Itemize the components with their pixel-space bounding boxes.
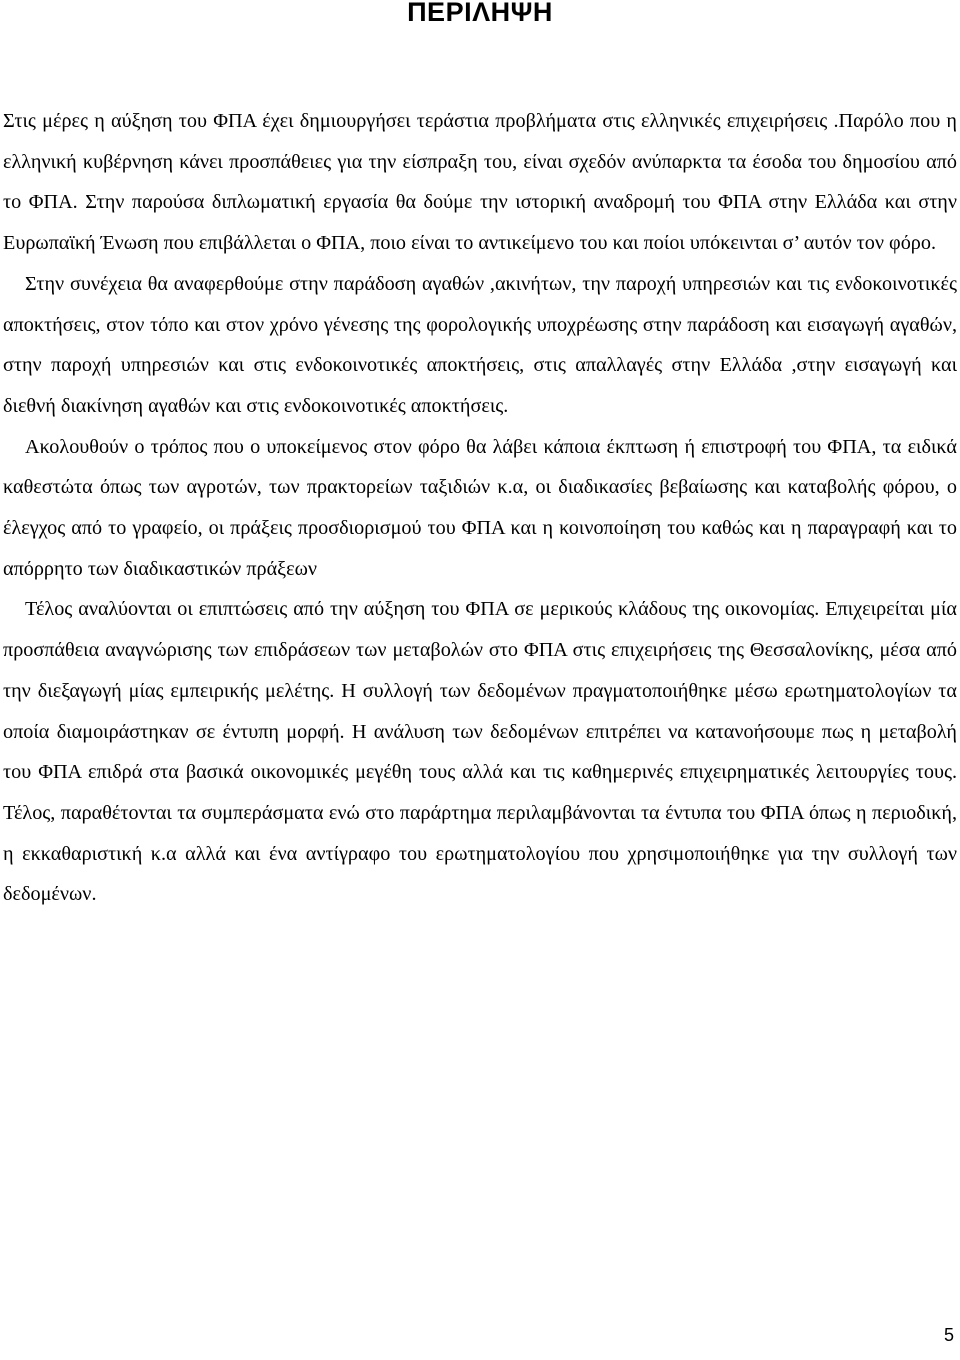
abstract-body (3, 101, 957, 915)
abstract-paragraph-1: Στις μέρες η αύξηση του ΦΠΑ έχει δημιουργήσει τεράστια προβλήματα στις ελληνικές επιχειρήσεις .Παρόλο που η ελληνική κυβέρνηση κάνει προσπάθειες για την είσπραξη του, είναι σχεδόν ανύπαρκτα τα έσοδα του δημοσίου από το ΦΠΑ. Στην παρούσα διπλωματική εργασία θα δούμε την ιστορική αναδρομή του ΦΠΑ στην Ελλάδα και στην Ευρωπαϊκή Ένωση που επιβάλλεται ο ΦΠΑ, ποιο είναι το αντικείμενο του και ποίοι υπόκεινται σ’ αυτόν τον φόρο. (3, 110, 957, 255)
page-title: ΠΕΡΙΛΗΨΗ (407, 0, 553, 27)
page-number: 5 (943, 1325, 954, 1345)
abstract-paragraph-4: Τέλος αναλύονται οι επιπτώσεις από την αύξηση του ΦΠΑ σε μερικούς κλάδους της οικονομίας. Επιχειρείται μία προσπάθεια αναγνώρισης των επιδράσεων των μεταβολών στο ΦΠΑ στις επιχειρήσεις της Θεσσαλονίκης, μέσα από την διεξαγωγή μίας εμπειρικής μελέτης. Η συλλογή των δεδομένων πραγματοποιήθηκε μέσω ερωτηματολογίων τα οποία διαμοιράστηκαν σε έντυπη μορφή. Η ανάλυση των δεδομένων επιτρέπει να κατανοήσουμε πως η μεταβολή του ΦΠΑ επιδρά στα βασικά οικονομικές μεγέθη τους αλλά και τις καθημερινές επιχειρηματικές λειτουργίες τους. Τέλος, παραθέτονται τα συμπεράσματα ενώ στο παράρτημα περιλαμβάνονται τα έντυπα του ΦΠΑ όπως η περιοδική, η εκκαθαριστική κ.α αλλά και ένα αντίγραφο του ερωτηματολογίου που χρησιμοποιήθηκε για την συλλογή των δεδομένων. (3, 598, 957, 906)
abstract-paragraph-3: Ακολουθούν ο τρόπος που ο υποκείμενος στον φόρο θα λάβει κάποια έκπτωση ή επιστροφή του ΦΠΑ, τα ειδικά καθεστώτα όπως των αγροτών, των πρακτορείων ταξιδιών κ.α, οι διαδικασίες βεβαίωσης και καταβολής φόρου, ο έλεγχος από το γραφείο, οι πράξεις προσδιορισμού του ΦΠΑ και η κοινοποίηση του καθώς και η παραγραφή και το απόρρητο των διαδικαστικών πράξεων (3, 435, 957, 580)
abstract-paragraph-2: Στην συνέχεια θα αναφερθούμε στην παράδοση αγαθών ,ακινήτων, την παροχή υπηρεσιών και τις ενδοκοινοτικές αποκτήσεις, στον τόπο και στον χρόνο γένεσης της φορολογικής υποχρέωσης στην παράδοση και εισαγωγή αγαθών, στην παροχή υπηρεσιών και στις ενδοκοινοτικές αποκτήσεις, στις απαλλαγές στην Ελλάδα ,στην εισαγωγή και διεθνή διακίνηση αγαθών και στις ενδοκοινοτικές αποκτήσεις. (3, 272, 957, 417)
